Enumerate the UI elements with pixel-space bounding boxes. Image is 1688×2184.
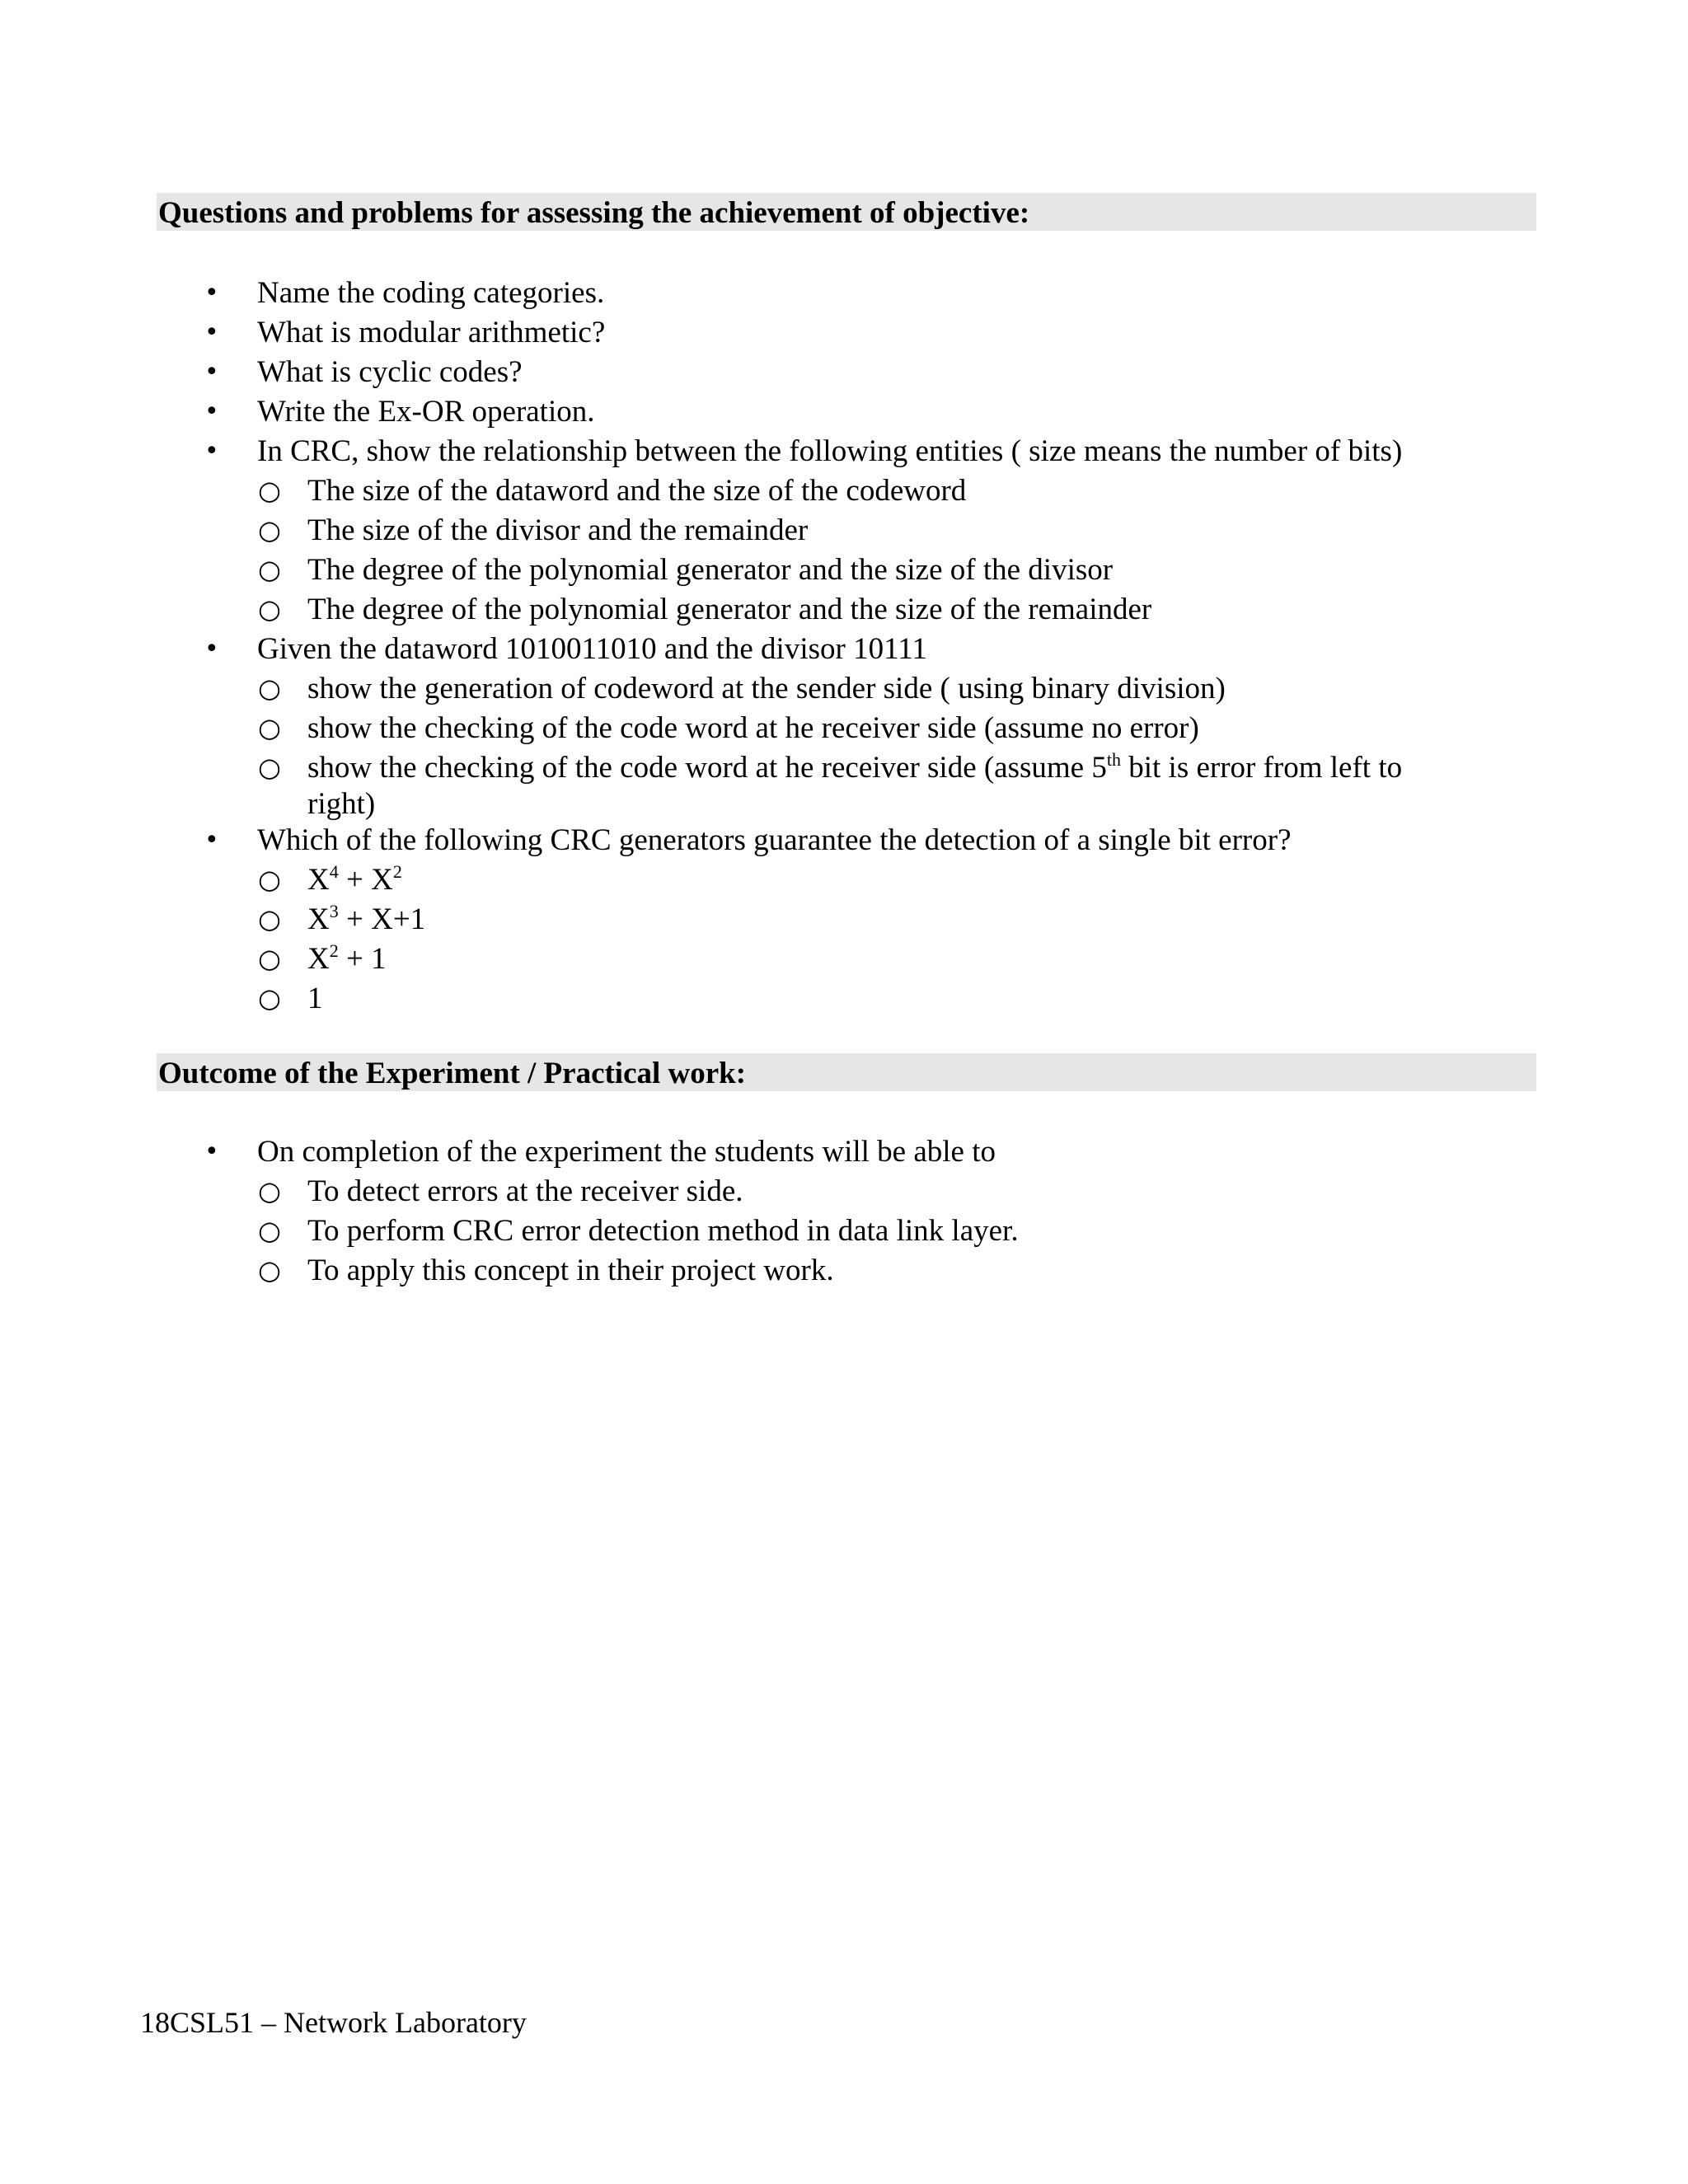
sub-list-item: ○ To perform CRC error detection method in data link layer. (0, 1212, 1688, 1251)
list-item: • What is cyclic codes? (0, 353, 1688, 392)
circle-bullet-icon: ○ (258, 1175, 281, 1207)
circle-bullet-icon: ○ (258, 593, 281, 625)
sub-list-item: ○ To detect errors at the receiver side. (0, 1172, 1688, 1212)
sub-list-item: ○ show the checking of the code word at he receiver side (assume no error) (0, 709, 1688, 748)
list-item: • On completion of the experiment the students will be able to (0, 1132, 1688, 1172)
sub-list-item: ○ show the checking of the code word at he receiver side (assume 5th bit is error from left to right) (258, 749, 1403, 821)
circle-bullet-icon: ○ (258, 903, 281, 935)
questions-heading: Questions and problems for assessing the achievement of objective: (157, 193, 1536, 231)
circle-bullet-icon: ○ (258, 943, 281, 974)
sub-list-item: ○ 1 (0, 979, 1688, 1019)
circle-bullet-icon: ○ (258, 752, 281, 783)
sub-list-item: ○ The size of the dataword and the size of the codeword (0, 471, 1688, 511)
list-item: • Write the Ex-OR operation. (0, 392, 1688, 432)
sub-list-item: ○ show the generation of codeword at the sender side ( using binary division) (0, 669, 1688, 709)
outcome-heading: Outcome of the Experiment / Practical work: (157, 1053, 1536, 1091)
list-item: • Given the dataword 1010011010 and the divisor 10111 (0, 630, 1688, 669)
sub-list-item: ○ $X^4 + X^2$ (258, 861, 402, 897)
circle-bullet-icon: ○ (258, 982, 281, 1014)
circle-bullet-icon: ○ (258, 514, 281, 546)
bullet-icon: • (204, 397, 219, 426)
bullet-icon: • (204, 358, 219, 387)
sub-list-item: ○ $X^3 + X+1$ (258, 901, 426, 936)
bullet-icon: • (204, 635, 219, 663)
circle-bullet-icon: ○ (258, 475, 281, 506)
circle-bullet-icon: ○ (258, 1215, 281, 1246)
circle-bullet-icon: ○ (258, 673, 281, 704)
bullet-icon: • (204, 826, 219, 855)
circle-bullet-icon: ○ (258, 554, 281, 585)
sub-list-item: ○ The size of the divisor and the remainder (0, 511, 1688, 551)
list-item: • Which of the following CRC generators guarantee the detection of a single bit error? (0, 821, 1688, 860)
bullet-icon: • (204, 279, 219, 307)
sub-list-item: ○ To apply this concept in their project work. (0, 1251, 1688, 1291)
page-footer: 18CSL51 – Network Laboratory (140, 2006, 527, 2039)
sub-list-item: ○ The degree of the polynomial generator and the size of the remainder (0, 590, 1688, 630)
list-item: • In CRC, show the relationship between the following entities ( size means the number of bits) (0, 432, 1688, 471)
bullet-icon: • (204, 437, 219, 466)
circle-bullet-icon: ○ (258, 712, 281, 743)
list-item: • What is modular arithmetic? (0, 313, 1688, 353)
bullet-icon: • (204, 1137, 219, 1166)
circle-bullet-icon: ○ (258, 1254, 281, 1286)
questions-list (0, 274, 1688, 1019)
outcome-list (0, 1132, 1688, 1291)
bullet-icon: • (204, 318, 219, 347)
circle-bullet-icon: ○ (258, 864, 281, 895)
list-item: • Name the coding categories. (0, 274, 1688, 313)
sub-list-item: ○ $X^2 + 1$ (258, 940, 387, 976)
sub-list-item: ○ The degree of the polynomial generator and the size of the divisor (0, 551, 1688, 590)
